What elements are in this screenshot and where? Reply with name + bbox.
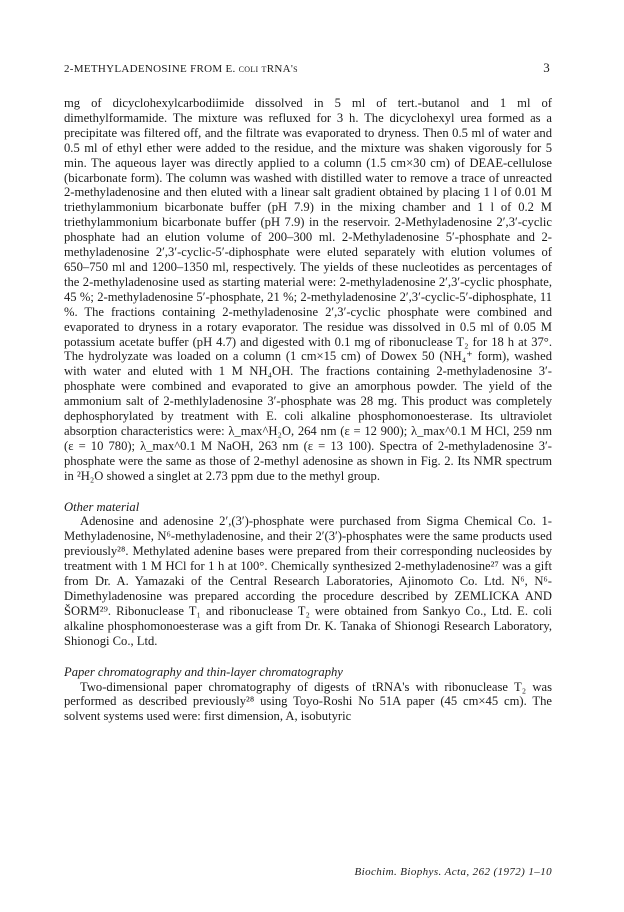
section-chromatography: [64, 665, 552, 725]
journal-citation: Biochim. Biophys. Acta, 262 (1972) 1–10: [354, 866, 552, 878]
section-heading-chromatography: Paper chromatography and thin-layer chromatography: [64, 664, 343, 679]
other-material-paragraph: Adenosine and adenosine 2′,(3′)-phosphate were purchased from Sigma Chemical Co. 1-Methyladenosine, N⁶-methyladenosine, and their 2′(3′)-phosphates were the same products used previously²⁸. Methylated adenine bases were prepared from their corresponding nucleosides by treatment with 1 M HCl for 1 h at 100°. Chemically synthesized 2-methyladenosine²⁷ was a gift from Dr. A. Yamazaki of the Central Research Laboratories, Ajinomoto Co. Ltd. N⁶, N⁶-Dimethyladenosine was prepared according the procedure described by ZEMLICKA AND ŠORM²⁹. Ribonuclease T₁ and ribonuclease T₂ were obtained from Sankyo Co., Ltd. E. coli alkaline phosphomonoesterase was a gift from Dr. K. Tanaka of Shionogi Research Laboratory, Shionogi Co., Ltd.: [64, 514, 552, 648]
paper-page: [64, 60, 552, 724]
section-heading-other-material: Other material: [64, 499, 140, 514]
running-title: 2-METHYLADENOSINE FROM E. coli tRNA's: [64, 63, 298, 75]
running-header: [64, 60, 552, 76]
section-other-material: [64, 500, 552, 649]
methods-paragraph-continued: mg of dicyclohexylcarbodiimide dissolved in 5 ml of tert.-butanol and 1 ml of dimethylformamide. The mixture was refluxed for 3 h. The dicyclohexyl urea formed as a precipitate was filtered off, and the filtrate was evaporated to dryness. Then 0.5 ml of water and 0.5 ml of ethyl ether were added to the residue, and the mixture was shaken vigorously for 5 min. The aqueous layer was directly applied to a column (1.5 cm×30 cm) of DEAE-cellulose (bicarbonate form). The column was washed with distilled water to remove a trace of unreacted 2-methyladenosine and then eluted with a linear salt gradient obtained by placing 1 l of 0.01 M triethylammonium bicarbonate buffer (pH 7.9) in the mixing chamber and 1 l of 0.2 M triethylammonium bicarbonate buffer (pH 7.9) in the reservoir. 2-Methyladenosine 2′,3′-cyclic phosphate had an elution volume of 200–300 ml. 2-Methyladenosine 5′-phosphate and 2-methyladenosine 2′,3′-cyclic-5′-diphosphate were eluted separately with elution volumes of 650–750 ml and 1200–1350 ml, respectively. The yields of these nucleotides as percentages of the 2-methyladenosine used as starting material were: 2-methyladenosine 2′,3′-cyclic phosphate, 45 %; 2-methyladenosine 5′-phosphate, 21 %; 2-methyladenosine 2′,3′-cyclic-5′-diphosphate, 11 %. The fractions containing 2-methyladenosine 2′,3′-cyclic phosphate were combined and evaporated to dryness in a rotary evaporator. The residue was dissolved in 0.5 ml of 0.05 M potassium acetate buffer (pH 4.7) and digested with 0.1 mg of ribonuclease T₂ for 18 h at 37°. The hydrolyzate was loaded on a column (1 cm×15 cm) of Dowex 50 (NH₄⁺ form), washed with water and eluted with 1 M NH₄OH. The fractions containing 2-methyladenosine 3′-phosphate were combined and evaporated to give an amorphous powder. The yield of the ammonium salt of 2-methlyladenosine 3′-phosphate was 28 mg. This product was completely dephosphorylated by treatment with E. coli alkaline phosphomonoesterase. Its ultraviolet absorption characteristics were: λ_max^H₂O, 264 nm (ε = 12 900); λ_max^0.1 M HCl, 259 nm (ε = 10 780); λ_max^0.1 M NaOH, 263 nm (ε = 13 100). Spectra of 2-methyladenosine 3′-phosphate were the same as those of 2-methyl adenosine as shown in Fig. 2. Its NMR spectrum in ²H₂O showed a singlet at 2.73 ppm due to the methyl group.: [64, 96, 552, 483]
chromatography-paragraph: Two-dimensional paper chromatography of digests of tRNA's with ribonuclease T₂ was performed as described previously²⁸ using Toyo-Roshi No 51A paper (45 cm×45 cm). The solvent systems used were: first dimension, A, isobutyric: [64, 679, 552, 724]
page-number: 3: [543, 60, 550, 75]
